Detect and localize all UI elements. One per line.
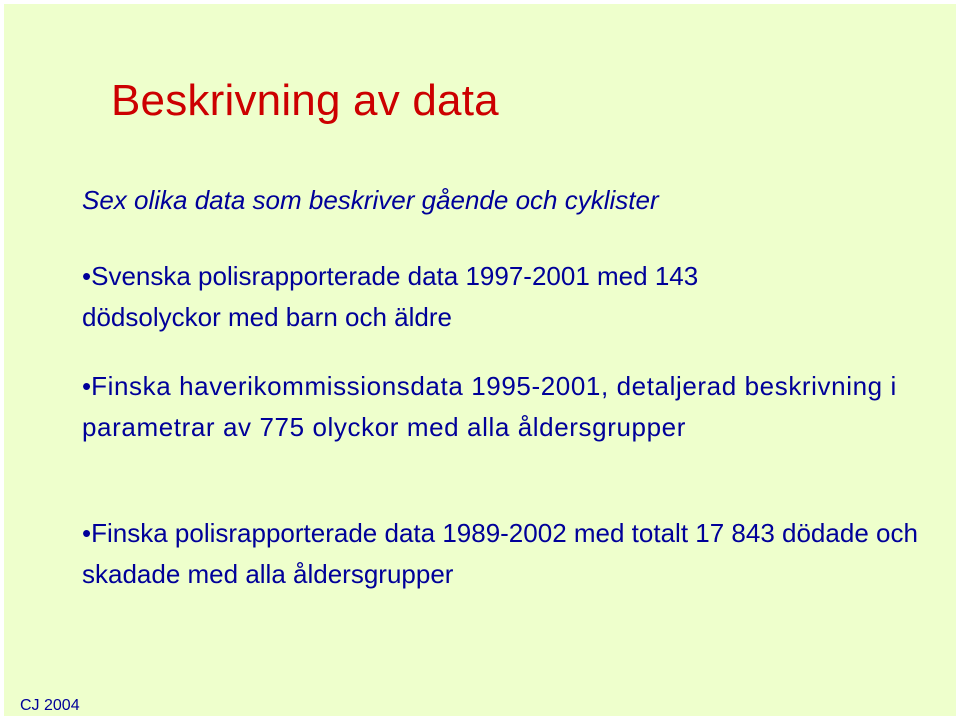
- bullet-text: Svenska polisrapporterade data 1997-2001 med 143 dödsolyckor med barn och äldre: [82, 261, 699, 332]
- slide-subtitle: Sex olika data som beskriver gående och cyklister: [82, 185, 659, 215]
- bullet-dot-icon: •: [82, 371, 92, 401]
- bullet-item-finnish-investigation-data: [82, 366, 922, 448]
- footer-credit: CJ 2004: [20, 697, 80, 714]
- slide-canvas: [4, 4, 956, 716]
- bullet-dot-icon: •: [82, 261, 92, 291]
- bullet-item-swedish-police-data: [82, 256, 782, 338]
- bullet-item-finnish-police-data: [82, 513, 922, 595]
- bullet-text: Finska polisrapporterade data 1989-2002 med totalt 17 843 dödade och skadade med alla åldersgrupper: [82, 518, 918, 589]
- bullet-dot-icon: •: [82, 518, 92, 548]
- slide-title: Beskrivning av data: [111, 76, 499, 125]
- bullet-text: Finska haverikommissionsdata 1995-2001, detaljerad beskrivning i parametrar av 775 olyckor med alla åldersgrupper: [82, 371, 897, 442]
